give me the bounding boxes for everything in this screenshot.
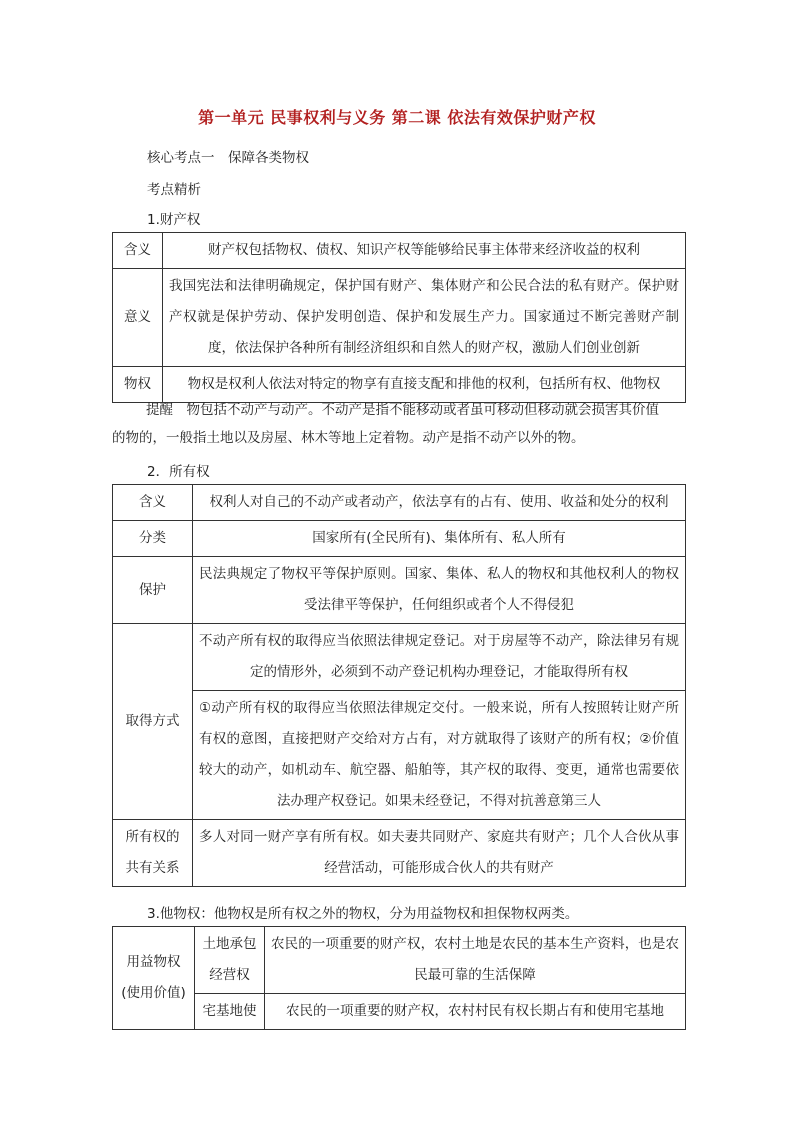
row-label bbox=[113, 820, 193, 887]
reminder-line-1: 提醒 物包括不动产与动产。不动产是指不能移动或者虽可移动但移动就会损害其价值 bbox=[146, 402, 659, 418]
table-row bbox=[113, 269, 686, 367]
group-label bbox=[113, 927, 195, 1030]
table-row bbox=[113, 691, 686, 820]
row-text: 农民的一项重要的财产权，农村土地是农民的基本生产资料，也是农民最可靠的生活保障 bbox=[265, 927, 686, 994]
row-text: ①动产所有权的取得应当依照法律规定交付。一般来说，所有人按照转让财产所有权的意图，直接把财产交给对方占有，对方就取得了该财产的所有权；②价值较大的动产，如机动车、航空器、船舶等，其产权的取得、变更，通常也需要依法办理产权登记。如果未经登记，不得对抗善意第三人 bbox=[193, 691, 686, 820]
row-text: 多人对同一财产享有所有权。如夫妻共同财产、家庭共有财产；几个人合伙从事经营活动，可能形成合伙人的共有财产 bbox=[193, 820, 686, 887]
row-label: 保护 bbox=[113, 557, 193, 624]
table-row bbox=[113, 521, 686, 557]
row-text: 物权是权利人依法对特定的物享有直接支配和排他的权利，包括所有权、他物权 bbox=[163, 367, 686, 403]
other-property-right-table bbox=[112, 926, 686, 1030]
row-text: 权利人对自己的不动产或者动产，依法享有的占有、使用、收益和处分的权利 bbox=[193, 485, 686, 521]
row-text: 我国宪法和法律明确规定，保护国有财产、集体财产和公民合法的私有财产。保护财产权就是保护劳动、保护发明创造、保护和发展生产力。国家通过不断完善财产制度，依法保护各种所有制经济组织和自然人的财产权，激励人们创业创新 bbox=[163, 269, 686, 367]
row-text: 财产权包括物权、债权、知识产权等能够给民事主体带来经济收益的权利 bbox=[163, 233, 686, 269]
table-row bbox=[113, 624, 686, 691]
row-label: 宅基地使 bbox=[195, 994, 265, 1030]
part3-heading: 3.他物权：他物权是所有权之外的物权，分为用益物权和担保物权两类。 bbox=[147, 906, 579, 922]
row-label-line: 共有关系 bbox=[125, 860, 180, 876]
analysis-label: 考点精析 bbox=[147, 182, 201, 198]
row-label bbox=[195, 927, 265, 994]
row-label-line: 土地承包 bbox=[202, 936, 257, 952]
table-row bbox=[113, 820, 686, 887]
row-text: 不动产所有权的取得应当依照法律规定登记。对于房屋等不动产，除法律另有规定的情形外，必须到不动产登记机构办理登记，才能取得所有权 bbox=[193, 624, 686, 691]
row-label-line: 经营权 bbox=[209, 967, 250, 983]
row-label: 取得方式 bbox=[113, 624, 193, 820]
ownership-table bbox=[112, 484, 686, 887]
row-label: 分类 bbox=[113, 521, 193, 557]
group-label-line: (使用价值) bbox=[121, 985, 186, 1001]
property-right-table bbox=[112, 232, 686, 403]
row-label: 含义 bbox=[113, 233, 163, 269]
part2-heading: 2．所有权 bbox=[147, 464, 210, 480]
reminder-line-2: 的物的，一般指土地以及房屋、林木等地上定着物。动产是指不动产以外的物。 bbox=[112, 430, 585, 446]
part1-heading: 1.财产权 bbox=[147, 212, 201, 228]
row-text: 民法典规定了物权平等保护原则。国家、集体、私人的物权和其他权利人的物权受法律平等保护，任何组织或者个人不得侵犯 bbox=[193, 557, 686, 624]
table-row bbox=[113, 927, 686, 994]
section-label: 核心考点一 保障各类物权 bbox=[147, 150, 309, 166]
group-label-line: 用益物权 bbox=[126, 954, 181, 970]
table-row bbox=[113, 557, 686, 624]
row-label: 意义 bbox=[113, 269, 163, 367]
row-text: 国家所有(全民所有)、集体所有、私人所有 bbox=[193, 521, 686, 557]
row-text: 农民的一项重要的财产权，农村村民有权长期占有和使用宅基地 bbox=[265, 994, 686, 1030]
row-label: 物权 bbox=[113, 367, 163, 403]
table-row bbox=[113, 233, 686, 269]
row-label-line: 所有权的 bbox=[125, 829, 180, 845]
row-label: 含义 bbox=[113, 485, 193, 521]
page-title: 第一单元 民事权利与义务 第二课 依法有效保护财产权 bbox=[198, 108, 596, 127]
table-row bbox=[113, 994, 686, 1030]
table-row bbox=[113, 485, 686, 521]
